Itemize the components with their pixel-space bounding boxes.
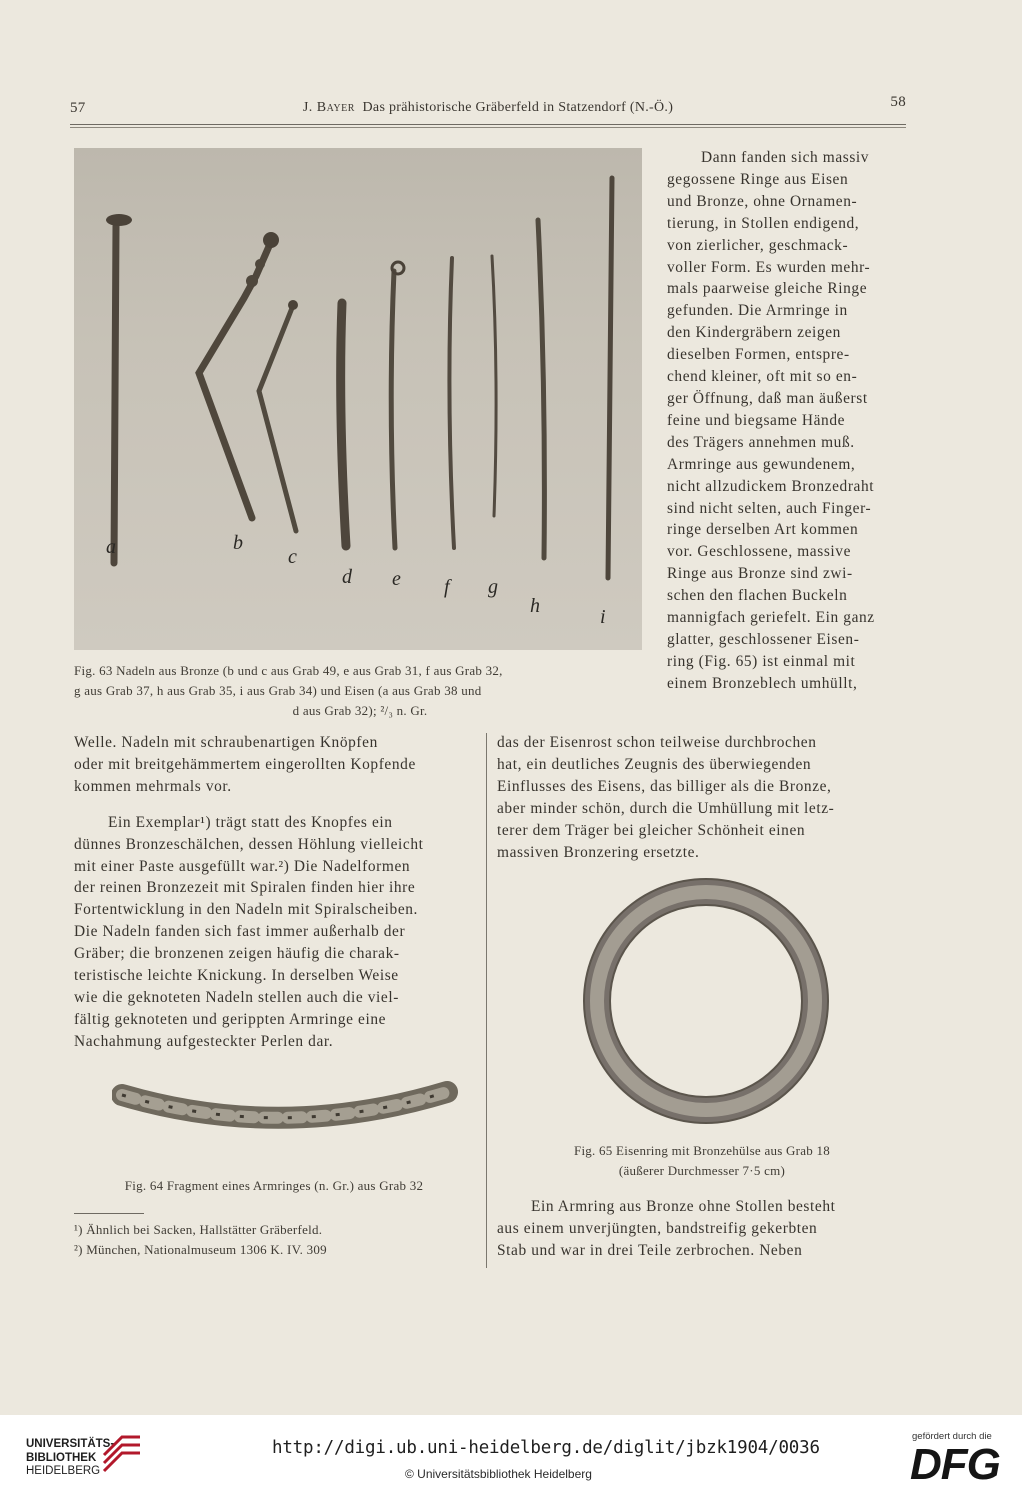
text-line: mannigfach geriefelt. Ein ganz [667,609,875,627]
text-line: Stab und war in drei Teile zerbrochen. Neben [497,1241,803,1259]
caption-line: Fig. 63 Nadeln aus Bronze (b und c aus Grab 49, e aus Grab 31, f aus Grab 32, [74,663,503,678]
text-line: kommen mehrmals vor. [74,777,232,795]
fig63-label-d: d [342,566,352,588]
text-line: sind nicht selten, auch Finger- [667,499,872,517]
fig63-label-f: f [444,576,450,598]
text-line: mit einer Paste ausgefüllt war.²) Die Nadelformen [74,857,411,875]
text-line: dieselben Formen, entspre- [667,346,850,364]
text-line: fältig geknoteten und gerippten Armringe eine [74,1010,387,1028]
text-line: oder mit breitgehämmertem eingerollten Kopfende [74,755,416,773]
text-line: vor. Geschlossene, massive [667,543,852,561]
header-rule-second [70,127,906,128]
page-number-left: 57 [70,100,86,116]
text-line: des Trägers annehmen muß. [667,433,855,451]
header-title: Das prähistorische Gräberfeld in Statzendorf (N.-Ö.) [362,100,674,115]
dfg-logo: DFG [910,1440,1000,1489]
text-line: massiven Bronzering ersetzte. [497,843,700,861]
digitization-footer [0,1415,1022,1492]
library-line: UNIVERSITÄTS- [26,1438,115,1450]
right-column-bottom [497,1196,907,1262]
caption-line: g aus Grab 37, h aus Grab 35, i aus Grab 34) und Eisen (a aus Grab 38 und [74,683,482,698]
text-line: von zierlicher, geschmack- [667,236,849,254]
figure-65-iron-ring [574,870,838,1132]
text-line: Armringe aus gewundenem, [667,455,856,473]
right-column-text [667,147,907,695]
left-column-text [74,732,474,1053]
text-line: der reinen Bronzezeit mit Spiralen finden hier ihre [74,879,416,897]
text-line: ringe derselben Art kommen [667,521,859,539]
caption-line: (äußerer Durchmesser 7·5 cm) [618,1163,786,1178]
text-line: gegossene Ringe aus Eisen [667,170,849,188]
text-line: Die Nadeln fanden sich fast immer außerhalb der [74,923,406,941]
text-line: Gräber; die bronzenen zeigen häufig die charak- [74,945,400,963]
text-line: und Bronze, ohne Ornamen- [667,192,858,210]
text-line: Nachahmung aufgesteckter Perlen dar. [74,1032,334,1050]
footnote-rule [74,1213,144,1214]
caption-line: Fig. 65 Eisenring mit Bronzehülse aus Grab 18 [573,1143,831,1158]
text-line: hat, ein deutliches Zeugnis des überwiegenden [497,755,812,773]
fig63-label-g: g [488,576,498,598]
figure-64-twisted-armring [112,1080,472,1160]
header-rule [70,124,906,125]
fig63-label-i: i [600,606,606,628]
text-line: Dann fanden sich massiv [701,149,870,166]
footnote-2: ²) München, Nationalmuseum 1306 K. IV. 309 [74,1242,327,1257]
text-line: chend kleiner, oft mit so en- [667,368,858,386]
footnote-1: ¹) Ähnlich bei Sacken, Hallstätter Gräberfeld. [74,1222,323,1237]
right-column-continued [497,732,907,863]
text-line: ger Öffnung, daß man äußerst [667,389,868,407]
text-line: ring (Fig. 65) ist einmal mit [667,652,856,670]
text-line: Fortentwicklung in den Nadeln mit Spiralscheiben. [74,901,418,919]
library-logo-icon [100,1429,144,1479]
text-line: voller Form. Es wurden mehr- [667,258,871,276]
text-line: gefunden. Die Armringe in [667,302,848,320]
text-line: Ein Exemplar¹) trägt statt des Knopfes ein [108,813,393,831]
fig63-label-a: a [106,536,116,558]
text-line: mals paarweise gleiche Ringe [667,280,868,298]
text-line: Ein Armring aus Bronze ohne Stollen besteht [531,1198,836,1215]
library-line: BIBLIOTHEK [26,1451,97,1464]
permalink-url[interactable]: http://digi.ub.uni-heidelberg.de/diglit/jbzk1904/0036 [272,1438,820,1458]
text-line: Einflusses des Eisens, das billiger als die Bronze, [497,777,832,795]
text-line: nicht allzudickem Bronzedraht [667,477,875,495]
text-line: den Kindergräbern zeigen [667,324,841,342]
column-divider [486,733,487,1268]
text-line: das der Eisenrost schon teilweise durchbrochen [497,734,817,751]
text-line: Welle. Nadeln mit schraubenartigen Knöpfen [74,734,378,751]
library-line: HEIDELBERG [26,1465,101,1477]
running-header [70,94,906,122]
caption-line: d aus Grab 32); ²/₃ n. Gr. [292,703,428,718]
paragraph [74,812,474,1053]
funding-note: gefördert durch die [912,1431,992,1442]
text-line: dünnes Bronzeschälchen, dessen Höhlung vielleicht [74,835,424,853]
figure-65-caption [497,1141,907,1181]
text-line: wie die geknoteten Nadeln stellen auch die viel- [74,988,399,1006]
text-line: aus einem unverjüngten, bandstreifig gekerbten [497,1219,818,1237]
text-line: glatter, geschlossener Eisen- [667,630,860,648]
figure-63-caption [74,661,646,721]
page-number-right: 58 [890,94,906,110]
text-line: schen den flachen Buckeln [667,587,848,605]
figure-63-photo [74,148,642,650]
header-author: J. Bayer [302,100,355,115]
fig63-label-b: b [233,532,243,554]
fig63-label-e: e [392,568,401,590]
fig63-label-h: h [530,595,540,617]
copyright-notice: © Universitätsbibliothek Heidelberg [405,1467,592,1481]
text-line: tierung, in Stollen endigend, [667,214,860,232]
text-line: einem Bronzeblech umhüllt, [667,674,858,692]
text-line: feine und biegsame Hände [667,411,846,429]
text-line: teristische leichte Knickung. In derselben Weise [74,967,399,985]
header-title-line [70,100,906,116]
text-line: aber minder schön, durch die Umhüllung mit letz- [497,799,835,817]
fig63-label-c: c [288,546,297,568]
text-line: terer dem Träger bei gleicher Schönheit einen [497,821,806,839]
text-line: Ringe aus Bronze sind zwi- [667,565,853,583]
figure-64-caption: Fig. 64 Fragment eines Armringes (n. Gr.) aus Grab 32 [124,1178,424,1193]
